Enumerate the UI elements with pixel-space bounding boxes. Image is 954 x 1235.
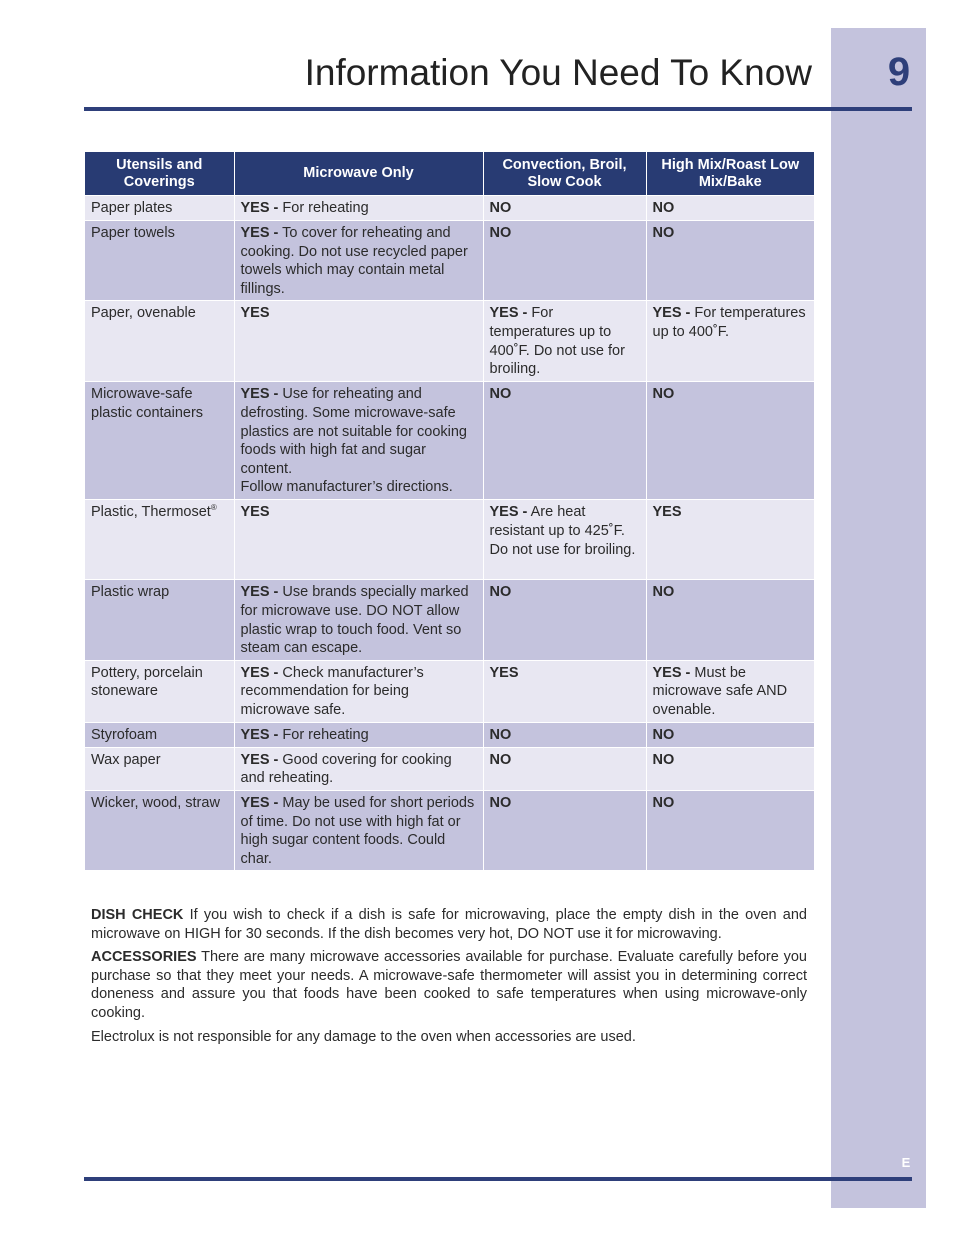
answer-label: YES - xyxy=(240,225,279,241)
answer-label: NO xyxy=(489,726,512,743)
mix-cell xyxy=(646,221,814,301)
table-row xyxy=(85,301,814,382)
answer-detail: Must be microwave safe AND ovenable. xyxy=(652,664,788,718)
convection-cell xyxy=(483,790,646,870)
utensil-cell: Wicker, wood, straw xyxy=(85,790,234,870)
convection-cell xyxy=(483,660,646,722)
mix-cell xyxy=(646,301,814,382)
answer-label: NO xyxy=(652,386,675,403)
answer-label: NO xyxy=(489,751,512,768)
microwave-cell xyxy=(234,500,483,580)
utensil-cell: Plastic wrap xyxy=(85,580,234,660)
answer-detail: May be used for short periods of time. Do not use with high fat or high sugar content foods. Could char. xyxy=(240,794,475,867)
microwave-cell xyxy=(234,196,483,221)
answer-label: NO xyxy=(489,794,512,811)
microwave-cell xyxy=(234,221,483,301)
answer-detail: For temperatures up to 400˚F. Do not use for broiling. xyxy=(489,305,625,378)
table-row xyxy=(85,382,814,500)
table-row xyxy=(85,747,814,790)
answer-detail: For reheating xyxy=(278,200,369,216)
table-row xyxy=(85,500,814,580)
mix-cell xyxy=(646,747,814,790)
side-tab xyxy=(831,28,926,1208)
table-row xyxy=(85,196,814,221)
answer-label: NO xyxy=(489,200,512,216)
table-row xyxy=(85,790,814,870)
column-header-convection: Convection, Broil, Slow Cook xyxy=(483,152,646,196)
answer-detail: Are heat resistant up to 425˚F. Do not use for broiling. xyxy=(489,504,636,558)
answer-label: YES xyxy=(652,504,682,521)
column-header-microwave: Microwave Only xyxy=(234,152,483,196)
page-title: Information You Need To Know xyxy=(304,52,812,93)
mix-cell xyxy=(646,790,814,870)
answer-detail-extra: Follow manufacturer’s directions. xyxy=(240,479,453,496)
mix-cell xyxy=(646,722,814,747)
answer-label: YES - xyxy=(240,751,279,768)
utensil-cell: Styrofoam xyxy=(85,722,234,747)
answer-label: YES - xyxy=(652,664,691,681)
utensil-cell: Paper, ovenable xyxy=(85,301,234,382)
accessories-paragraph xyxy=(91,948,807,1022)
answer-label: YES xyxy=(240,504,270,521)
table-row xyxy=(85,580,814,660)
answer-label: YES - xyxy=(652,305,691,322)
microwave-cell xyxy=(234,382,483,500)
utensil-cell xyxy=(85,500,234,580)
answer-detail: To cover for reheating and cooking. Do not use recycled paper towels which may contain metal fillings. xyxy=(240,225,468,297)
microwave-cell xyxy=(234,660,483,722)
answer-detail: Check manufacturer’s recommendation for being microwave safe. xyxy=(240,664,424,718)
answer-label: YES - xyxy=(489,504,528,521)
microwave-cell xyxy=(234,747,483,790)
accessories-text: There are many microwave accessories available for purchase. Evaluate carefully before you purchase so that they meet your needs. A microwave-safe thermometer will assist you in determining correct doneness and assure you that foods have been cooked to safe temperatures when using microwave-only cooking. xyxy=(91,949,807,1021)
convection-cell xyxy=(483,747,646,790)
table-row xyxy=(85,722,814,747)
answer-label: NO xyxy=(652,794,675,811)
page-number: 9 xyxy=(887,50,911,94)
footer-rule xyxy=(84,1177,912,1181)
table-row xyxy=(85,660,814,722)
header-rule xyxy=(84,107,912,111)
answer-label: NO xyxy=(489,386,512,403)
registered-mark: ® xyxy=(210,503,217,513)
convection-cell xyxy=(483,722,646,747)
disclaimer-paragraph: Electrolux is not responsible for any damage to the oven when accessories are used. xyxy=(91,1028,636,1045)
language-tag: E xyxy=(901,1155,911,1170)
utensil-cell: Paper towels xyxy=(85,221,234,301)
utensil-guide-table xyxy=(85,152,814,870)
notes-section xyxy=(91,906,807,1051)
microwave-cell xyxy=(234,790,483,870)
answer-label: YES - xyxy=(240,386,279,403)
answer-label: NO xyxy=(652,751,675,768)
answer-detail: For temperatures up to 400˚F. xyxy=(652,305,806,340)
dish-check-text: If you wish to check if a dish is safe for microwaving, place the empty dish in the oven and microwave on HIGH for 30 seconds. If the dish becomes very hot, DO NOT use it for microwaving. xyxy=(91,907,808,942)
dish-check-label: DISH CHECK xyxy=(91,907,184,923)
answer-label: YES - xyxy=(240,584,279,601)
table-header-row xyxy=(85,152,814,196)
utensil-cell: Paper plates xyxy=(85,196,234,221)
convection-cell xyxy=(483,500,646,580)
utensil-cell: Pottery, porcelain stoneware xyxy=(85,660,234,722)
answer-label: YES - xyxy=(240,794,279,811)
convection-cell xyxy=(483,382,646,500)
answer-label: YES xyxy=(489,664,519,681)
answer-label: NO xyxy=(652,200,675,216)
dish-check-paragraph xyxy=(91,906,807,943)
utensil-cell: Microwave-safe plastic containers xyxy=(85,382,234,500)
convection-cell xyxy=(483,580,646,660)
answer-label: YES xyxy=(240,305,270,322)
convection-cell xyxy=(483,221,646,301)
mix-cell xyxy=(646,500,814,580)
answer-label: YES - xyxy=(489,305,528,322)
answer-label: YES - xyxy=(240,726,279,743)
convection-cell xyxy=(483,196,646,221)
answer-label: NO xyxy=(489,584,512,601)
answer-label: NO xyxy=(652,225,675,241)
convection-cell xyxy=(483,301,646,382)
table-row xyxy=(85,221,814,301)
column-header-utensils: Utensils and Coverings xyxy=(85,152,234,196)
answer-label: YES - xyxy=(240,200,279,216)
microwave-cell xyxy=(234,580,483,660)
microwave-cell xyxy=(234,301,483,382)
answer-label: YES - xyxy=(240,664,279,681)
answer-detail: Use for reheating and defrosting. Some microwave-safe plastics are not suitable for cooking foods with high fat and sugar content. xyxy=(240,386,467,477)
mix-cell xyxy=(646,196,814,221)
answer-detail: Good covering for cooking and reheating. xyxy=(240,751,452,787)
accessories-label: ACCESSORIES xyxy=(91,949,197,966)
answer-detail: Use brands specially marked for microwave use. DO NOT allow plastic wrap to touch food. Vent so steam can escape. xyxy=(240,584,469,657)
column-header-mix: High Mix/Roast Low Mix/Bake xyxy=(646,152,814,196)
microwave-cell xyxy=(234,722,483,747)
mix-cell xyxy=(646,580,814,660)
mix-cell xyxy=(646,660,814,722)
answer-label: NO xyxy=(489,225,512,241)
utensil-name: Plastic, Thermoset xyxy=(91,504,211,521)
mix-cell xyxy=(646,382,814,500)
answer-label: NO xyxy=(652,726,675,743)
utensil-cell: Wax paper xyxy=(85,747,234,790)
answer-detail: For reheating xyxy=(278,726,369,743)
answer-label: NO xyxy=(652,584,675,601)
